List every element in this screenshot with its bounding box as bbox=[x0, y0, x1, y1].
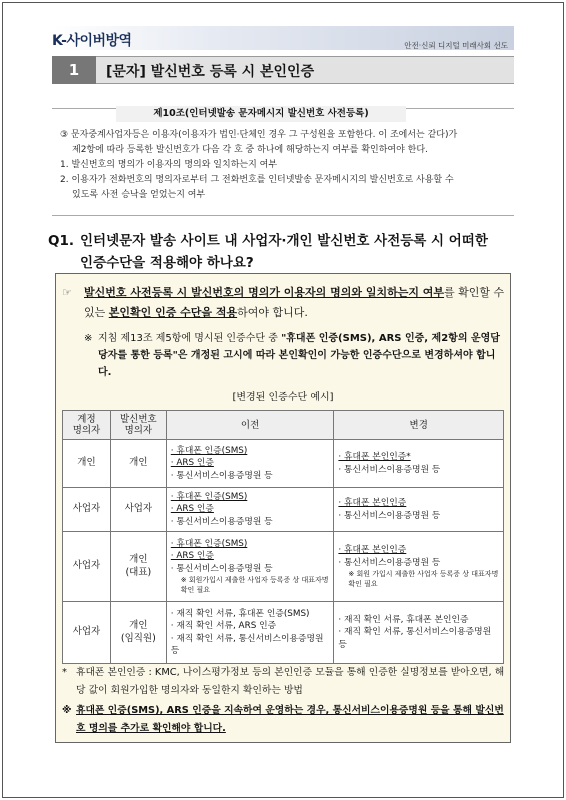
section-number: 1 bbox=[52, 56, 96, 84]
table-header-row bbox=[63, 411, 504, 440]
section-title: [문자] 발신번호 등록 시 본인인증 bbox=[106, 64, 315, 80]
after-cell bbox=[334, 488, 504, 532]
sender-line2: (대표) bbox=[125, 566, 152, 578]
law-title: 제10조(인터넷발송 문자메시지 발신번호 사전등록) bbox=[116, 106, 406, 122]
question-number: Q1. bbox=[48, 233, 74, 249]
before-item: · 재직 확인 서류, 휴대폰 인증(SMS) bbox=[170, 608, 310, 619]
answer-text bbox=[62, 283, 508, 323]
before-item: · 통신서비스이용증명원 등 bbox=[170, 563, 273, 574]
after-cell bbox=[334, 602, 504, 664]
before-item: · ARS 인증 bbox=[170, 551, 214, 562]
note-mark: ※ bbox=[84, 333, 93, 344]
header-sender-line: 발신번호 bbox=[119, 414, 157, 425]
before-cell bbox=[166, 532, 334, 602]
footnote-warning bbox=[62, 702, 506, 738]
pointer-icon: ☞ bbox=[62, 286, 72, 299]
after-item: · 통신서비스이용증명원 등 bbox=[338, 464, 441, 475]
answer-plain: 를 확인할 수 있는 bbox=[84, 286, 505, 319]
before-item: · 재직 확인 서류, 통신서비스이용증명원 등 bbox=[170, 633, 324, 656]
before-item: · 휴대폰 인증(SMS) bbox=[170, 538, 248, 549]
note-plain: 지침 제13조 제5항에 명시된 인증수단 중 bbox=[98, 333, 282, 344]
footnote-text: 휴대폰 인증(SMS), ARS 인증을 지속하여 운영하는 경우, 통신서비스이용증명원 등을 통해 발신번호 명의를 추가로 확인해야 합니다. bbox=[76, 705, 504, 734]
brand-logo: K-사이버방역 bbox=[52, 33, 132, 49]
law-line: 1. 발신번호의 명의가 이용자의 명의와 일치하는지 여부 bbox=[60, 160, 278, 170]
before-item: · 휴대폰 인증(SMS) bbox=[170, 491, 248, 502]
after-item: · 휴대폰 본인인증 bbox=[338, 498, 407, 508]
before-note: ※ 회원가입시 제출한 사업자 등록증 상 대표자명 확인 필요 bbox=[180, 576, 329, 595]
answer-emphasis: 본인확인 인증 수단을 적용 bbox=[108, 306, 238, 319]
question-line: 인터넷문자 발송 사이트 내 사업자·개인 발신번호 사전등록 시 어떠한 bbox=[80, 233, 488, 249]
header-sender-line2: 명의자 bbox=[124, 425, 153, 436]
header-slogan: 안전·신뢰 디지털 미래사회 선도 bbox=[404, 41, 508, 50]
column-header: 이전 bbox=[166, 411, 334, 440]
question-heading bbox=[48, 230, 518, 274]
table-row bbox=[63, 440, 504, 488]
answer-emphasis: 발신번호 사전등록 시 발신번호의 명의가 이용자의 명의와 일치하는지 여부 bbox=[84, 286, 445, 299]
sender-line2: (임직원) bbox=[120, 632, 156, 644]
after-item: · 통신서비스이용증명원 등 bbox=[338, 510, 441, 521]
header-account-line: 계정 bbox=[77, 414, 96, 425]
auth-method-table bbox=[62, 410, 504, 664]
guideline-note bbox=[84, 330, 508, 381]
table-caption: [변경된 인증수단 예시] bbox=[232, 392, 334, 403]
before-item: · ARS 인증 bbox=[170, 458, 214, 469]
column-header: 변경 bbox=[334, 411, 504, 440]
law-line: ③ 문자중계사업자등은 이용자(이용자가 법인·단체인 경우 그 구성원을 포함한다. 이 조에서는 같다)가 bbox=[60, 130, 458, 140]
account-holder-cell: 사업자 bbox=[63, 488, 111, 532]
sender-line: 개인 bbox=[129, 554, 148, 565]
before-item: · 재직 확인 서류, ARS 인증 bbox=[170, 621, 277, 631]
sender-line: 개인 bbox=[129, 620, 148, 631]
table-row bbox=[63, 532, 504, 602]
header-account-line2: 명의자 bbox=[72, 425, 101, 436]
after-cell bbox=[334, 440, 504, 488]
law-line: 있도록 사전 승낙을 얻었는지 여부 bbox=[72, 190, 206, 200]
after-item: · 휴대폰 본인인증* bbox=[338, 452, 411, 462]
account-holder-cell: 사업자 bbox=[63, 602, 111, 664]
table-row bbox=[63, 602, 504, 664]
before-item: · 휴대폰 인증(SMS) bbox=[170, 445, 248, 456]
law-text bbox=[60, 128, 510, 203]
note-emphasis: "휴대폰 인증(SMS), ARS 인증, 제2항의 운영담당자를 통한 등록"은 개정된 고시에 따라 본인확인이 가능한 인증수단으로 변경하셔야 합니다. bbox=[98, 333, 500, 378]
sender-holder-cell bbox=[110, 602, 166, 664]
before-item: · 통신서비스이용증명원 등 bbox=[170, 516, 273, 527]
before-cell bbox=[166, 440, 334, 488]
before-item: · 통신서비스이용증명원 등 bbox=[170, 470, 273, 481]
before-cell bbox=[166, 602, 334, 664]
column-header bbox=[63, 411, 111, 440]
sender-holder-cell bbox=[110, 532, 166, 602]
question-line: 인증수단을 적용해야 하나요? bbox=[80, 255, 254, 271]
footnote-text: 휴대폰 본인인증 : KMC, 나이스평가정보 등의 본인인증 모듈을 통해 인증한 실명정보를 받아오면, 해당 값이 회원가입한 명의자와 동일한지 확인하는 방법 bbox=[76, 667, 505, 696]
footnote-mark: ※ bbox=[62, 705, 72, 716]
table-row bbox=[63, 488, 504, 532]
before-item: · ARS 인증 bbox=[170, 504, 214, 515]
law-line: 2. 이용자가 전화번호의 명의자로부터 그 전화번호를 인터넷발송 문자메시지의 발신번호로 사용할 수 bbox=[60, 175, 454, 185]
column-header bbox=[110, 411, 166, 440]
sender-holder-cell: 사업자 bbox=[110, 488, 166, 532]
after-item: · 재직 확인 서류, 휴대폰 본인인증 bbox=[338, 614, 469, 625]
before-cell bbox=[166, 488, 334, 532]
after-item: · 휴대폰 본인인증 bbox=[338, 545, 407, 555]
after-item: · 재직 확인 서류, 통신서비스이용증명원 등 bbox=[338, 627, 492, 650]
sender-holder-cell: 개인 bbox=[110, 440, 166, 488]
after-item: · 통신서비스이용증명원 등 bbox=[338, 557, 441, 568]
answer-plain: 하여야 합니다. bbox=[237, 306, 308, 319]
account-holder-cell: 사업자 bbox=[63, 532, 111, 602]
law-line: 제2항에 따라 등록한 발신번호가 다음 각 호 중 하나에 해당하는지 여부를 확인하여야 한다. bbox=[72, 145, 428, 155]
footnote-mark: * bbox=[62, 667, 67, 678]
footnote-phone-auth bbox=[62, 664, 506, 700]
account-holder-cell: 개인 bbox=[63, 440, 111, 488]
after-cell bbox=[334, 532, 504, 602]
after-note: ※ 회원 가입시 제출한 사업자 등록증 상 대표자명 확인 필요 bbox=[348, 570, 499, 588]
